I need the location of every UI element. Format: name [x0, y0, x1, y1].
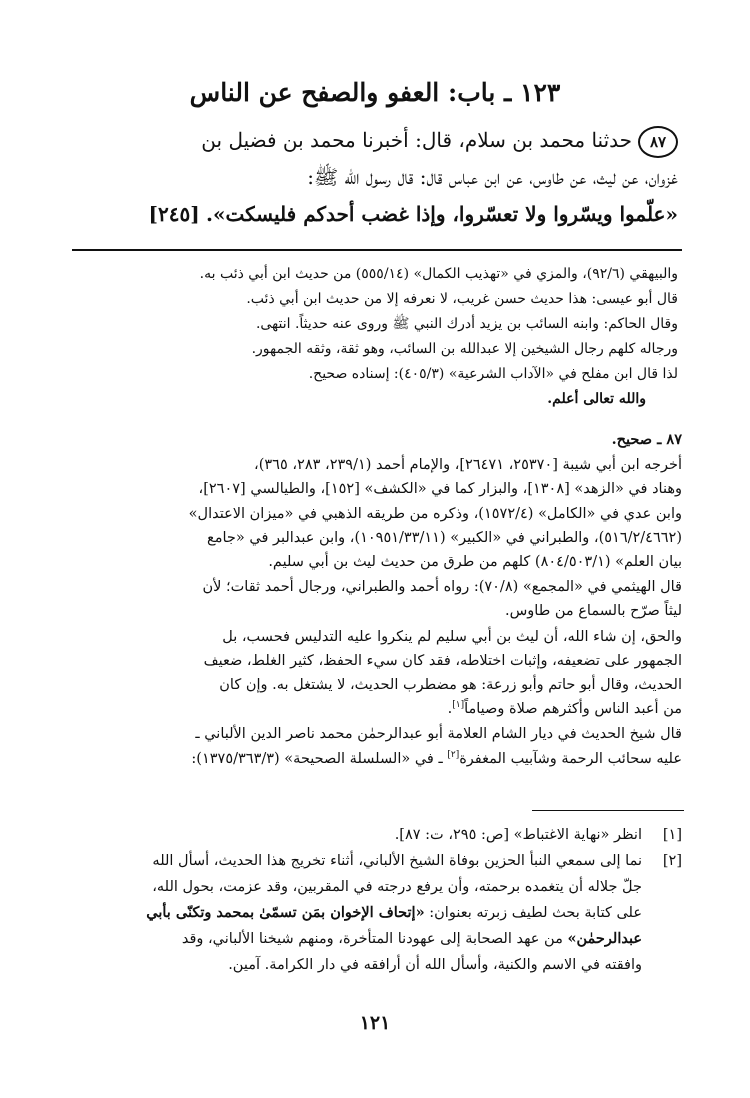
takhrij-line: ليثاً صرّح بالسماع من طاوس.: [504, 603, 682, 620]
footnote-ref-2[interactable]: [٢]: [447, 749, 460, 760]
takhrij-section: [82, 428, 682, 771]
takhrij-paragraph-3: [82, 625, 682, 722]
footnote-2: [82, 848, 682, 978]
takhrij-line: الحديث، وقال أبو حاتم وأبو زرعة: هو مضطرب الحديث، لا يشتغل به. وإن كان: [219, 677, 682, 694]
footnote-2-mark: [٢]: [662, 853, 682, 869]
note-line: لذا قال ابن مفلح في «الآداب الشرعية» (٤٠٥/٣): إسناده صحيح.: [308, 366, 678, 382]
takhrij-line: قال الهيثمي في «المجمع» (٧٠/٨): رواه أحمد والطبراني، ورجال أحمد ثقات؛ لأن: [202, 579, 682, 596]
note-line: قال أبو عيسى: هذا حديث حسن غريب، لا نعرفه إلا من حديث ابن أبي ذئب.: [246, 291, 678, 307]
hadith-line-3: [78, 196, 678, 233]
hadith-quote: «علّموا ويسّروا ولا تعسّروا، وإذا غضب أحدكم فليسكت».: [206, 202, 678, 226]
footnote-2-line: وافقته في الاسم والكنية، وأسأل الله أن أرافقه في دار الكرامة. آمين.: [228, 957, 642, 973]
takhrij-line: من أعبد الناس وأكثرهم صلاة وصياماً[١].: [447, 700, 682, 718]
note-line: والبيهقي (٩٢/٦)، والمزي في «تهذيب الكمال» (٥٥٥/١٤) من حديث ابن أبي ذئب به.: [199, 266, 678, 282]
takhrij-paragraph-1: [82, 453, 682, 574]
footnote-2-line: جلّ جلاله أن يتغمده برحمته، وأن يرفع درجته في المقربين، وقد عزمت، بحول الله،: [152, 879, 642, 895]
main-divider: [72, 249, 682, 251]
takhrij-heading: ٨٧ ـ صحيح.: [611, 431, 682, 448]
note-line: وقال الحاكم: وابنه السائب بن يزيد أدرك النبي ﷺ وروى عنه حديثاً. انتهى.: [255, 316, 678, 332]
takhrij-line-text: ـ في «السلسلة الصحيحة» (١٣٧٥/٣٦٣/٣):: [191, 750, 448, 767]
page-number: ١٢١: [359, 1012, 391, 1034]
takhrij-paragraph-4: [82, 722, 682, 770]
takhrij-line: قال شيخ الحديث في ديار الشام العلامة أبو عبدالرحمٰن محمد ناصر الدين الألباني ـ: [195, 726, 682, 743]
footnote-2-book-title: «إتحاف الإخوان بمَن تسمّىٰ بمحمد وتكنّى بأبي: [146, 904, 425, 921]
takhrij-line: وهناد في «الزهد» [١٣٠٨]، والبزار كما في «الكشف» [١٥٢]، والطيالسي [٢٦٠٧]،: [198, 481, 682, 498]
takhrij-line-text: عليه سحائب الرحمة وشآبيب المغفرة: [459, 750, 682, 767]
hadith-text: [78, 122, 678, 233]
chapter-title: ١٢٣ ـ باب: العفو والصفح عن الناس: [189, 78, 561, 107]
takhrij-line: وابن عدي في «الكامل» (١٥٧٢/٤)، وذكره من طريقه الذهبي في «ميزان الاعتدال»: [188, 505, 682, 522]
footnote-divider: [532, 810, 684, 811]
closing-phrase: والله تعالى أعلم.: [547, 391, 646, 407]
takhrij-line: (٥١٦/٢/٤٦٦٢)، والطبراني في «الكبير» (١٠٩٥١/٣٣/١١)، وابن عبدالبر في «جامع: [207, 529, 682, 546]
footnote-2-line: [82, 926, 642, 952]
hadith-line-2: غزوان، عن ليث، عن طاوس، عن ابن عباس قال: قال رسول الله ﷺ:: [307, 165, 678, 189]
takhrij-line: [82, 747, 682, 771]
footnote-1-mark: [١]: [662, 827, 682, 843]
hadith-line-1-text: حدثنا محمد بن سلام، قال: أخبرنا محمد بن فضيل بن: [201, 128, 632, 152]
hadith-line-1: [78, 122, 678, 159]
footnote-2-line: [82, 900, 642, 926]
hadith-reference: [٢٤٥]: [148, 202, 200, 226]
takhrij-paragraph-2: [82, 575, 682, 623]
takhrij-line-text: من أعبد الناس وأكثرهم صلاة وصياماً: [464, 701, 682, 718]
takhrij-line: أخرجه ابن أبي شيبة [٢٥٣٧٠، ٢٦٤٧١]، والإمام أحمد (٢٣٩/١، ٢٨٣، ٣٦٥)،: [254, 457, 682, 474]
footnote-ref-1[interactable]: [١]: [452, 700, 465, 711]
footnote-2-book-title-end: عبدالرحمٰن»: [567, 930, 642, 947]
footnote-2-text: من عهد الصحابة إلى عهودنا المتأخرة، ومنهم شيخنا الألباني، وقد: [181, 931, 568, 947]
note-line: ورجاله كلهم رجال الشيخين إلا عبدالله بن السائب، وهو ثقة، وثقه الجمهور.: [251, 341, 678, 357]
takhrij-line: والحق، إن شاء الله، أن ليث بن أبي سليم لم ينكروا عليه التدليس فحسب، بل: [222, 628, 682, 645]
footnote-1-text: انظر «نهاية الاغتباط» [ص: ٢٩٥، ت: ٨٧].: [394, 827, 642, 843]
footnote-2-line: نما إلى سمعي النبأ الحزين بوفاة الشيخ الألباني، أثناء تخريج هذا الحديث، أسأل الله: [152, 853, 642, 869]
takhrij-line: بيان العلم» (٨٠٤/٥٠٣/١) كلهم من طرق من حديث ليث بن أبي سليم.: [268, 554, 682, 571]
footnotes: [82, 822, 682, 978]
previous-notes: [82, 262, 678, 412]
footnote-2-text: على كتابة بحث لطيف زبرته بعنوان:: [424, 905, 642, 921]
footnote-1: [82, 822, 682, 848]
takhrij-line: الجمهور على تضعيفه، وإثبات اختلاطه، فقد كان سيء الحفظ، كثير الغلط، ضعيف: [203, 652, 682, 669]
hadith-number-badge: ٨٧: [638, 126, 678, 158]
